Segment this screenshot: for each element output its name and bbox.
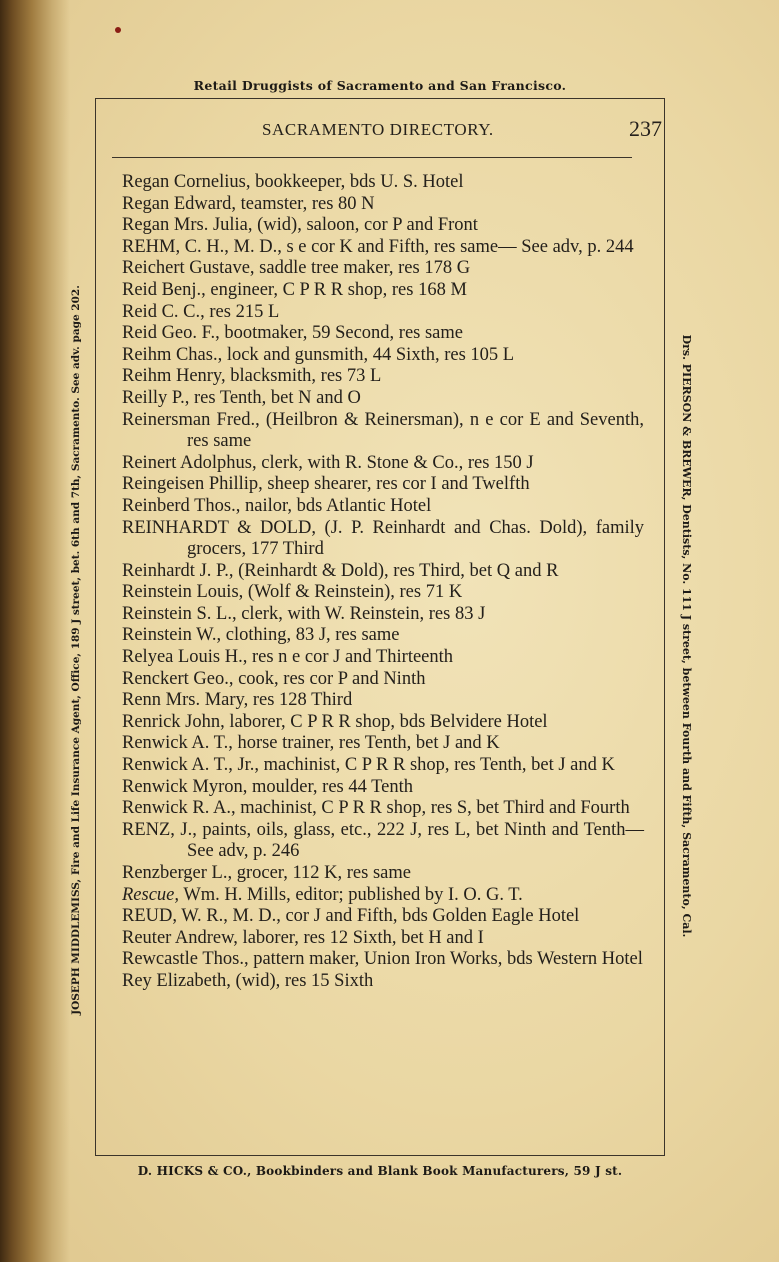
directory-entry: Renrick John, laborer, C P R R shop, bds Belvidere Hotel: [122, 711, 548, 732]
directory-entry: Renwick R. A., machinist, C P R R shop, res S, bet Third and Fourth: [122, 798, 630, 819]
directory-entry: Reichert Gustave, saddle tree maker, res 178 G: [122, 258, 471, 279]
directory-entry: Reingeisen Phillip, sheep shearer, res cor I and Twelfth: [122, 474, 530, 495]
page-header: [122, 116, 662, 146]
directory-entry: Regan Edward, teamster, res 80 N: [122, 193, 375, 214]
directory-entry: Reinersman Fred., (Heilbron & Reinersman), n e cor E and Seventh, res same: [122, 409, 644, 452]
directory-entry: Regan Cornelius, bookkeeper, bds U. S. Hotel: [122, 172, 464, 192]
directory-entry: Reihm Henry, blacksmith, res 73 L: [122, 366, 382, 387]
directory-entry: Reinstein Louis, (Wolf & Reinstein), res 71 K: [122, 582, 463, 603]
directory-entry: Reinhardt J. P., (Reinhardt & Dold), res Third, bet Q and R: [122, 560, 559, 581]
rescue-details: Wm. H. Mills, editor; published by I. O. G. T.: [183, 884, 523, 905]
directory-entry: Reihm Chas., lock and gunsmith, 44 Sixth, res 105 L: [122, 344, 515, 365]
directory-entry: REUD, W. R., M. D., cor J and Fifth, bds Golden Eagle Hotel: [122, 906, 580, 927]
top-advertisement: Retail Druggists of Sacramento and San Francisco.: [193, 78, 567, 93]
book-spine-shadow: [0, 0, 70, 1262]
directory-entry: RENZ, J., paints, oils, glass, etc., 222 J, res L, bet Ninth and Tenth—See adv, p. 246: [122, 819, 644, 862]
directory-entry: Reinberd Thos., nailor, bds Atlantic Hotel: [122, 495, 432, 516]
directory-entry: Reinert Adolphus, clerk, with R. Stone & Co., res 150 J: [122, 452, 534, 473]
directory-entries: [122, 172, 644, 993]
directory-entry: Reid Geo. F., bootmaker, 59 Second, res same: [122, 323, 463, 344]
directory-entry: REINHARDT & DOLD, (J. P. Reinhardt and Chas. Dold), family grocers, 177 Third: [122, 517, 644, 560]
directory-entry: Reuter Andrew, laborer, res 12 Sixth, bet H and I: [122, 927, 484, 948]
directory-entry-rescue: [122, 885, 644, 907]
directory-entry: Renckert Geo., cook, res cor P and Ninth: [122, 668, 426, 689]
directory-entry: REHM, C. H., M. D., s e cor K and Fifth, res same— See adv, p. 244: [122, 236, 634, 257]
directory-entry: Regan Mrs. Julia, (wid), saloon, cor P and Front: [122, 215, 478, 236]
bottom-advertisement: D. HICKS & CO., Bookbinders and Blank Book Manufacturers, 59 J st.: [137, 1164, 623, 1178]
directory-entry: Renwick Myron, moulder, res 44 Tenth: [122, 776, 414, 797]
directory-entry: Reinstein S. L., clerk, with W. Reinstein, res 83 J: [122, 603, 486, 624]
directory-entry: Renn Mrs. Mary, res 128 Third: [122, 690, 353, 711]
directory-entry: Reilly P., res Tenth, bet N and O: [122, 387, 361, 408]
directory-entry: Renwick A. T., Jr., machinist, C P R R shop, res Tenth, bet J and K: [122, 755, 615, 776]
page-number: 237: [629, 116, 662, 141]
directory-entry: Reid C. C., res 215 L: [122, 301, 280, 322]
directory-entry: Reinstein W., clothing, 83 J, res same: [122, 625, 400, 646]
directory-entry: Reid Benj., engineer, C P R R shop, res 168 M: [122, 279, 467, 300]
right-advertisement: Drs. PIERSON & BREWER, Dentists, No. 111 J street, between Fourth and Fifth, Sacramento, Cal.: [680, 334, 693, 938]
rescue-title: Rescue,: [122, 884, 180, 905]
directory-entry: Rey Elizabeth, (wid), res 15 Sixth: [122, 970, 374, 991]
directory-entry: Renwick A. T., horse trainer, res Tenth, bet J and K: [122, 733, 500, 754]
left-advertisement: JOSEPH MIDDLEMISS, Fire and Life Insurance Agent, Office, 189 J street, bet. 6th and 7th, Sacramento. See adv. page 202.: [70, 285, 82, 1015]
directory-entry: Renzberger L., grocer, 112 K, res same: [122, 863, 411, 883]
directory-entry: Relyea Louis H., res n e cor J and Thirteenth: [122, 647, 454, 668]
page-title: SACRAMENTO DIRECTORY.: [262, 120, 494, 139]
header-rule: [112, 157, 632, 158]
directory-entry: Rewcastle Thos., pattern maker, Union Iron Works, bds Western Hotel: [122, 949, 643, 970]
ink-spot: [115, 27, 121, 33]
